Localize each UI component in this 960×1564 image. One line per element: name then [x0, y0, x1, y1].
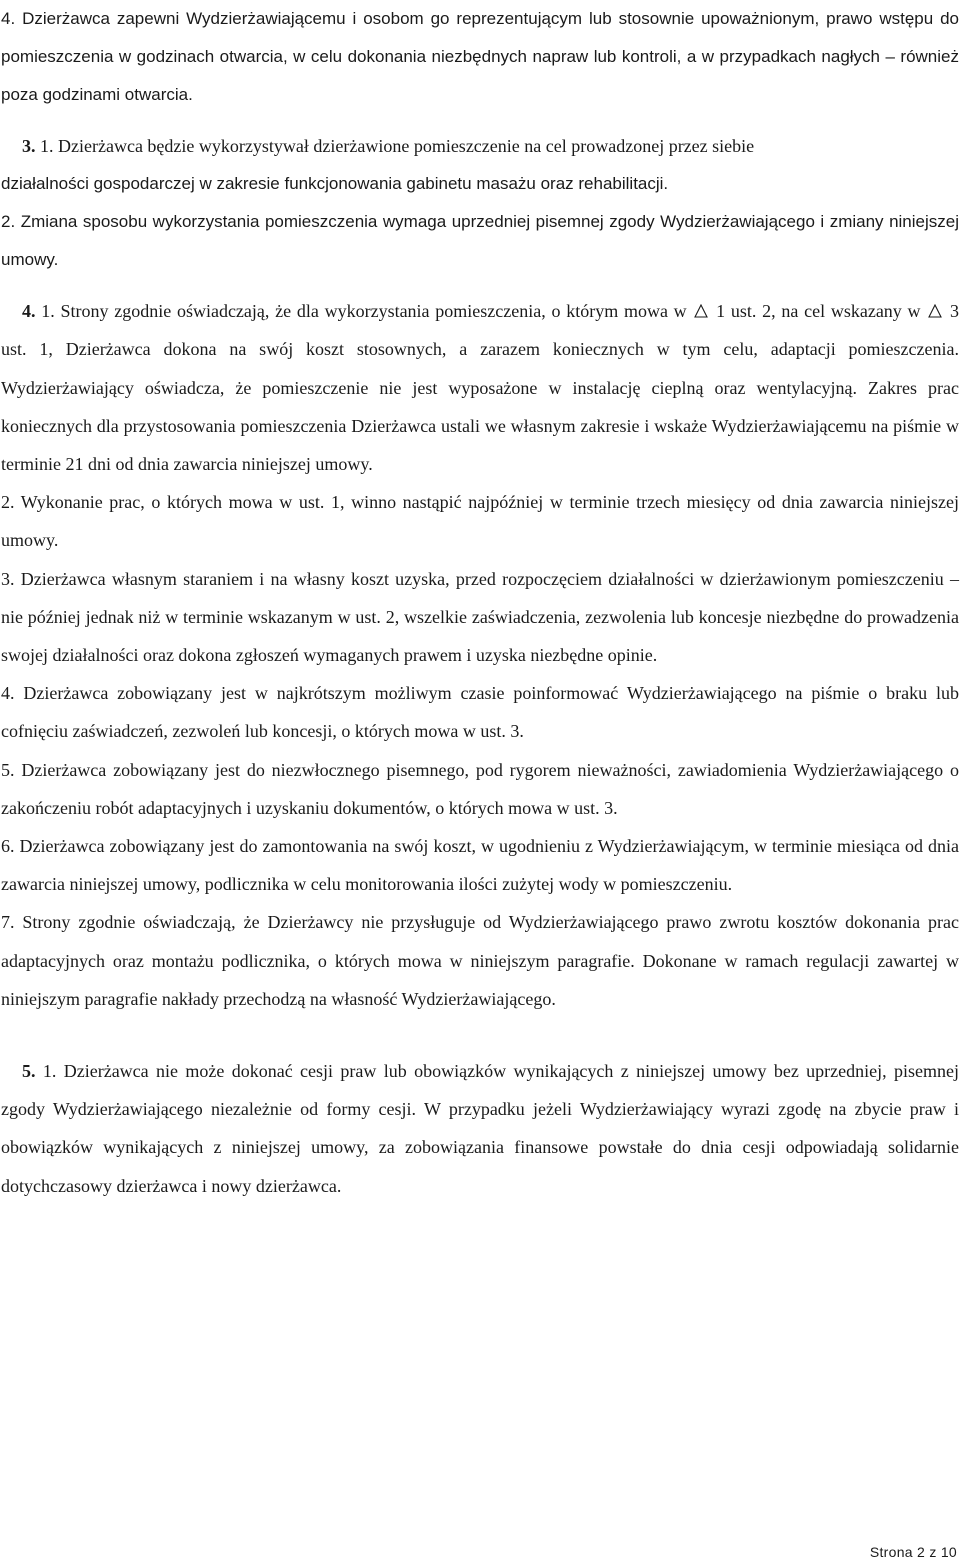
section-3-point-1-continued [1, 165, 959, 203]
section-4-point-3-text: 3. Dzierżawca własnym staraniem i na własny koszt uzyska, przed rozpoczęciem działalności w dzierżawionym pomieszczeniu – nie później jednak niż w terminie wskazanym w ust. 2, wszelkie zaświadczenia, zezwolenia lub koncesje niezbędne do prowadzenia swojej działalności oraz dokona zgłoszeń wymaganych prawem i uzyska niezbędne opinie. [1, 568, 959, 666]
section-4-point-4 [1, 674, 959, 750]
section-4-point-6-text: 6. Dzierżawca zobowiązany jest do zamontowania na swój koszt, w ugodnieniu z Wydzierżawiającym, w terminie miesiąca od dnia zawarcia niniejszej umowy, podlicznika w celu monitorowania ilości zużytej wody w pomieszczeniu. [1, 836, 959, 895]
section-4-point-7-text: 7. Strony zgodnie oświadczają, że Dzierżawcy nie przysługuje od Wydzierżawiającego prawo zwrotu kosztów dokonania prac adaptacyjnych oraz montażu podlicznika, o których mowa w niniejszym paragrafie. Dokonane w ramach regulacji zawartej w niniejszym paragrafie nakłady przechodzą na własność Wydzierżawiającego. [1, 912, 959, 1009]
section-3-point-1-rest: działalności gospodarczej w zakresie funkcjonowania gabinetu masażu oraz rehabilitacji. [1, 174, 669, 194]
section-4-point-5 [1, 751, 959, 827]
section-4-point-5-text: 5. Dzierżawca zobowiązany jest do niezwłocznego pisemnego, pod rygorem nieważności, zawiadomienia Wydzierżawiającego o zakończeniu robót adaptacyjnych i uzyskaniu dokumentów, o których mowa w ust. 3. [1, 759, 959, 818]
section-5-point-1 [1, 1052, 959, 1205]
section-4-point-2 [1, 483, 959, 559]
section-4-point-3 [1, 560, 959, 675]
section-4-point-1-part-c: 3 ust. 1, Dzierżawca dokona na swój koszt stosownych, a zarazem koniecznych w tym celu, adaptacji pomieszczenia. Wydzierżawiający oświadcza, że pomieszczenie nie jest wyposażone w instalację cieplną oraz wentylacyjną. Zakres prac koniecznych dla przystosowania pomieszczenia Dzierżawca ustali we własnym zakresie i wskaże Wydzierżawiającemu na piśmie w terminie 21 dni od dnia zawarcia niniejszej umowy. [1, 301, 960, 475]
section-4-point-7 [1, 903, 959, 1018]
section-3-number: 3. [22, 136, 36, 156]
section-4-point-1 [1, 292, 959, 483]
section-sign-icon [692, 304, 710, 318]
paragraph-4 [1, 0, 959, 114]
page-number-footer [870, 1544, 957, 1560]
page-number-label: Strona 2 z 10 [869, 1544, 957, 1560]
section-3-point-1-lead: 1. Dzierżawca będzie wykorzystywał dzierżawione pomieszczenie na cel prowadzonej przez siebie [40, 136, 755, 156]
paragraph-4-text: 4. Dzierżawca zapewni Wydzierżawiającemu i osobom go reprezentującym lub stosownie upoważnionym, prawo wstępu do pomieszczenia w godzinach otwarcia, w celu dokonania niezbędnych napraw lub kontroli, a w przypadkach nagłych – również poza godzinami otwarcia. [1, 9, 959, 104]
section-4-point-4-text: 4. Dzierżawca zobowiązany jest w najkrótszym możliwym czasie poinformować Wydzierżawiającego na piśmie o braku lub cofnięciu zaświadczeń, zezwoleń lub koncesji, o których mowa w ust. 3. [1, 683, 959, 742]
section-4-point-1-part-a: 1. Strony zgodnie oświadczają, że dla wykorzystania pomieszczenia, o którym mowa w [41, 301, 693, 322]
section-4-point-1-part-b: 1 ust. 2, na cel wskazany w [716, 301, 927, 322]
section-5-number: 5. [22, 1061, 36, 1082]
section-4-point-2-text: 2. Wykonanie prac, o których mowa w ust. 1, winno nastąpić najpóźniej w terminie trzech miesięcy od dnia zawarcia niniejszej umowy. [1, 492, 959, 551]
section-4-number: 4. [22, 301, 36, 322]
section-3-point-2-text: 2. Zmiana sposobu wykorzystania pomieszczenia wymaga uprzedniej pisemnej zgody Wydzierżawiającego i zmiany niniejszej umowy. [1, 212, 959, 270]
section-3-point-1 [1, 127, 959, 165]
section-5-point-1-text: 1. Dzierżawca nie może dokonać cesji praw lub obowiązków wynikających z niniejszej umowy bez uprzedniej, pisemnej zgody Wydzierżawiającego niezależnie od formy cesji. W przypadku jeżeli Wydzierżawiający wyrazi zgodę na zbycie praw i obowiązków wynikających z niniejszej umowy, za zobowiązania finansowe powstałe do dnia cesji odpowiadają solidarnie dotychczasowy dzierżawca i nowy dzierżawca. [1, 1061, 959, 1196]
section-4-point-6 [1, 827, 959, 903]
section-sign-icon [926, 304, 944, 318]
section-3-point-2 [1, 203, 959, 279]
